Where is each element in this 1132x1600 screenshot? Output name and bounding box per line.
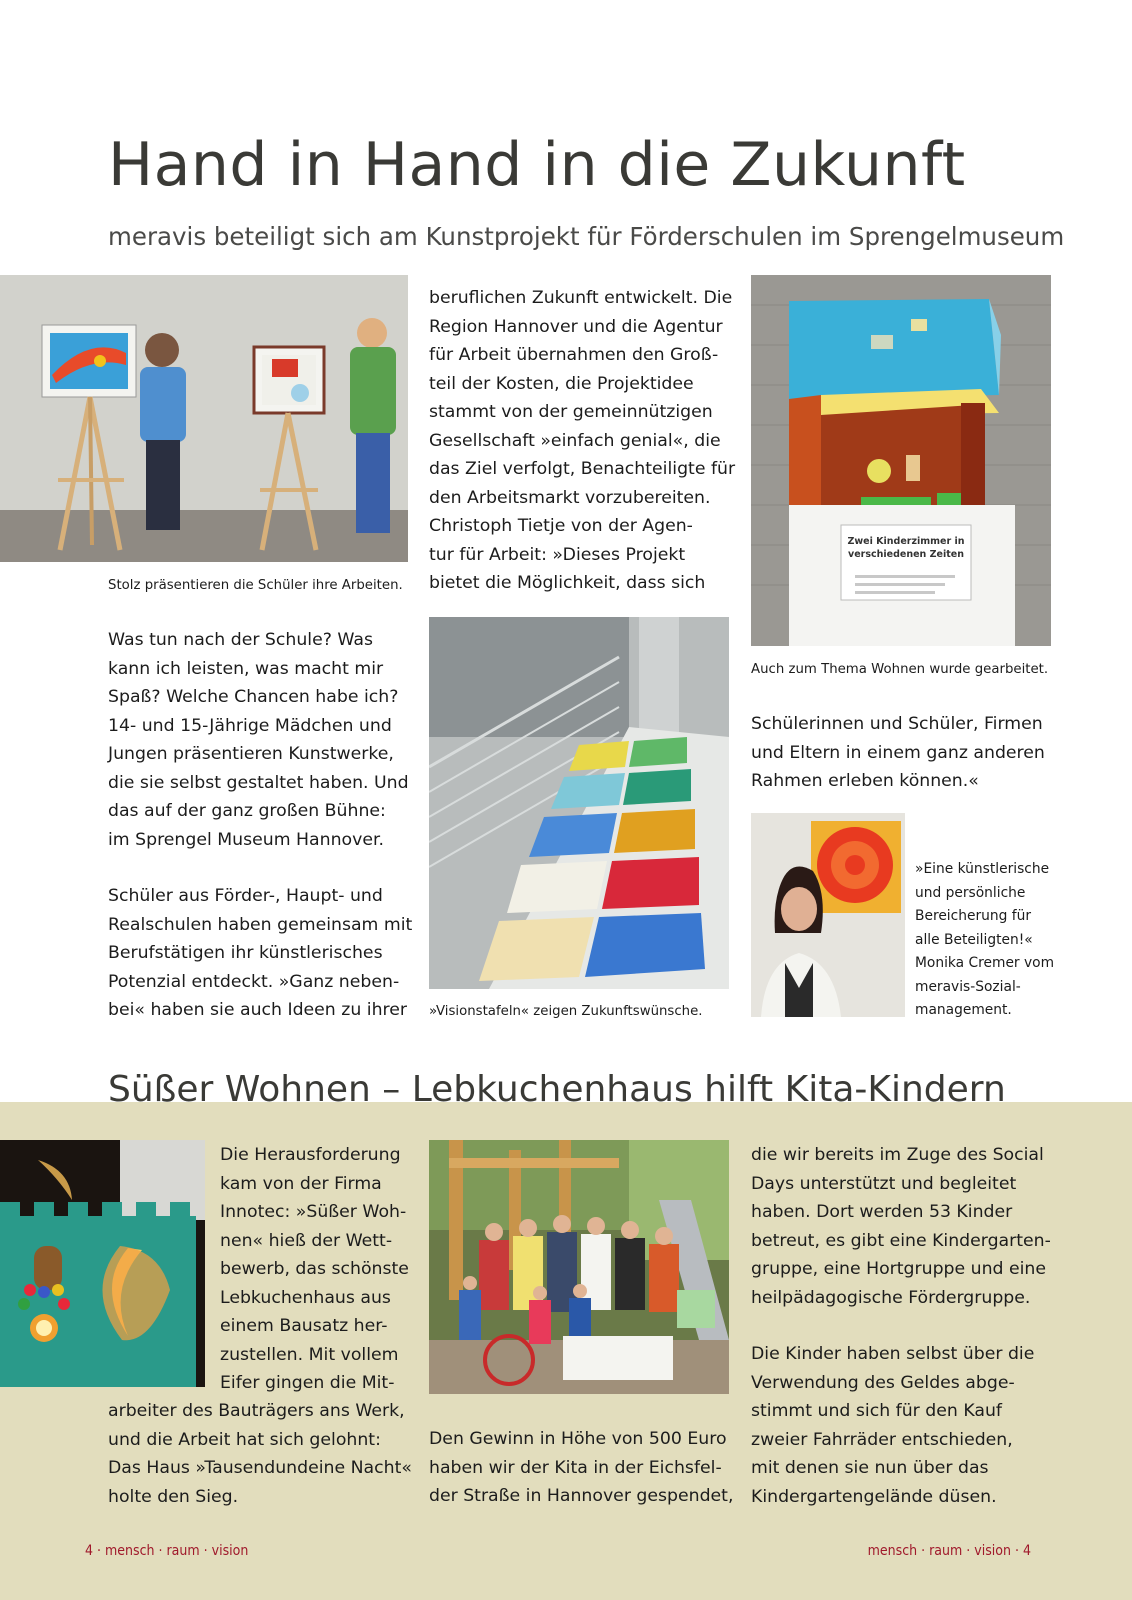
quote-line: meravis-Sozial- — [915, 978, 1021, 995]
article1-col2 — [429, 284, 736, 598]
text-line: tur für Arbeit: »Dieses Projekt — [429, 544, 686, 565]
photo-gingerbread-house — [0, 1140, 205, 1387]
text-line: Schüler aus Förder-, Haupt- und — [108, 886, 383, 906]
text-line: Das Haus »Tausendundeine Nacht« — [108, 1458, 412, 1478]
section-title: Süßer Wohnen – Lebkuchenhaus hilft Kita-Kindern — [108, 1069, 1006, 1110]
text-line: Verwendung des Geldes abge- — [751, 1372, 1015, 1393]
photo-kita-group — [429, 1140, 729, 1394]
text-line: Spaß? Welche Chancen habe ich? — [108, 687, 399, 707]
text-line: das auf der ganz großen Bühne: — [108, 801, 386, 821]
text-line: Days unterstützt und begleitet — [751, 1173, 1017, 1194]
text-line: Potenzial entdeckt. »Ganz neben- — [108, 971, 400, 992]
text-line: Schülerinnen und Schüler, Firmen — [751, 714, 1043, 734]
photo-kinderzimmer-model — [751, 275, 1051, 646]
footer-page-right: mensch · raum · vision · 4 — [867, 1543, 1031, 1559]
text-line: Was tun nach der Schule? Was — [108, 630, 373, 650]
text-line: Realschulen haben gemeinsam mit — [108, 914, 413, 935]
text-line: stimmt und sich für den Kauf — [751, 1401, 1002, 1421]
text-line: und Eltern in einem ganz anderen — [751, 742, 1045, 763]
caption-kinderzimmer: Auch zum Thema Wohnen wurde gearbeitet. — [751, 662, 1049, 677]
portrait-quote — [915, 858, 1065, 1023]
sign-line: verschiedenen Zeiten — [848, 549, 964, 560]
text-line: zweier Fahrräder entschieden, — [751, 1429, 1013, 1450]
photo-students-easels — [0, 275, 408, 562]
text-line: Den Gewinn in Höhe von 500 Euro — [429, 1429, 727, 1449]
photo-portrait — [751, 813, 905, 1017]
text-line: Lebkuchenhaus aus — [220, 1287, 391, 1308]
article2-col1-wrap — [220, 1141, 410, 1398]
footer-page-left: 4 · mensch · raum · vision — [85, 1543, 249, 1559]
text-line: Die Herausforderung — [220, 1145, 401, 1165]
article2-col3 — [751, 1141, 1051, 1511]
text-line: bietet die Möglichkeit, dass sich — [429, 573, 706, 593]
text-line: Eifer gingen die Mit- — [220, 1373, 395, 1393]
text-line: Berufstätigen ihr künstlerisches — [108, 943, 383, 963]
quote-line: Bereicherung für — [915, 908, 1032, 924]
text-line: beruflichen Zukunft entwickelt. Die — [429, 288, 733, 308]
text-line: arbeiter des Bauträgers ans Werk, — [108, 1401, 405, 1421]
quote-line: »Eine künstlerische — [915, 861, 1050, 877]
text-line: und die Arbeit hat sich gelohnt: — [108, 1429, 381, 1450]
text-line: den Arbeitsmarkt vorzubereiten. — [429, 487, 711, 508]
text-line: teil der Kosten, die Projektidee — [429, 373, 694, 394]
article1-col1 — [108, 626, 413, 1025]
text-line: im Sprengel Museum Hannover. — [108, 829, 384, 850]
text-line: mit denen sie nun über das — [751, 1458, 989, 1478]
text-line: Kindergartengelände düsen. — [751, 1486, 997, 1507]
text-line: heilpädagogische Fördergruppe. — [751, 1287, 1031, 1308]
text-line: 14- und 15-Jährige Mädchen und — [108, 715, 392, 736]
sign-line: Zwei Kinderzimmer in — [847, 536, 965, 547]
article2-col1-full — [108, 1397, 412, 1511]
text-line: bei« haben sie auch Ideen zu ihrer — [108, 1000, 407, 1020]
article2-col2 — [429, 1425, 734, 1511]
text-line: bewerb, das schönste — [220, 1259, 409, 1279]
text-line: die sie selbst gestaltet haben. Und — [108, 772, 409, 793]
text-line: Innotec: »Süßer Woh- — [220, 1202, 407, 1222]
quote-line: und persönliche — [915, 884, 1026, 901]
quote-line: alle Beteiligten!« — [915, 931, 1033, 948]
text-line: Region Hannover und die Agentur — [429, 316, 723, 337]
quote-line: management. — [915, 1002, 1012, 1018]
text-line: die wir bereits im Zuge des Social — [751, 1145, 1044, 1165]
model-sign — [841, 535, 971, 561]
text-line: Gesellschaft »einfach genial«, die — [429, 430, 721, 451]
text-line: für Arbeit übernahmen den Groß- — [429, 345, 719, 365]
text-line: stammt von der gemeinnützigen — [429, 402, 713, 422]
photo-visionstafeln — [429, 617, 729, 989]
text-line: gruppe, eine Hortgruppe und eine — [751, 1259, 1047, 1279]
text-line: haben. Dort werden 53 Kinder — [751, 1202, 1013, 1222]
quote-line: Monika Cremer vom — [915, 955, 1055, 971]
text-line: Christoph Tietje von der Agen- — [429, 516, 693, 536]
text-line: holte den Sieg. — [108, 1486, 239, 1507]
text-line: das Ziel verfolgt, Benachteiligte für — [429, 459, 736, 479]
text-line: haben wir der Kita in der Eichsfel- — [429, 1457, 722, 1478]
caption-students: Stolz präsentieren die Schüler ihre Arbeiten. — [108, 578, 403, 593]
text-line: kam von der Firma — [220, 1173, 382, 1194]
text-line: nen« hieß der Wett- — [220, 1230, 393, 1251]
text-line: Jungen präsentieren Kunstwerke, — [108, 744, 394, 764]
article1-col3 — [751, 710, 1051, 796]
text-line: kann ich leisten, was macht mir — [108, 658, 384, 679]
text-line: Rahmen erleben können.« — [751, 771, 979, 791]
article-title: Hand in Hand in die Zukunft — [108, 130, 966, 200]
text-line: der Straße in Hannover gespendet, — [429, 1486, 734, 1506]
text-line: einem Bausatz her- — [220, 1316, 388, 1336]
text-line: Die Kinder haben selbst über die — [751, 1344, 1035, 1364]
caption-visionstafeln: »Visionstafeln« zeigen Zukunftswünsche. — [429, 1004, 703, 1019]
text-line: zustellen. Mit vollem — [220, 1344, 399, 1365]
text-line: betreut, es gibt eine Kindergarten- — [751, 1230, 1051, 1251]
article-subtitle: meravis beteiligt sich am Kunstprojekt für Förderschulen im Sprengelmuseum — [108, 222, 1065, 251]
